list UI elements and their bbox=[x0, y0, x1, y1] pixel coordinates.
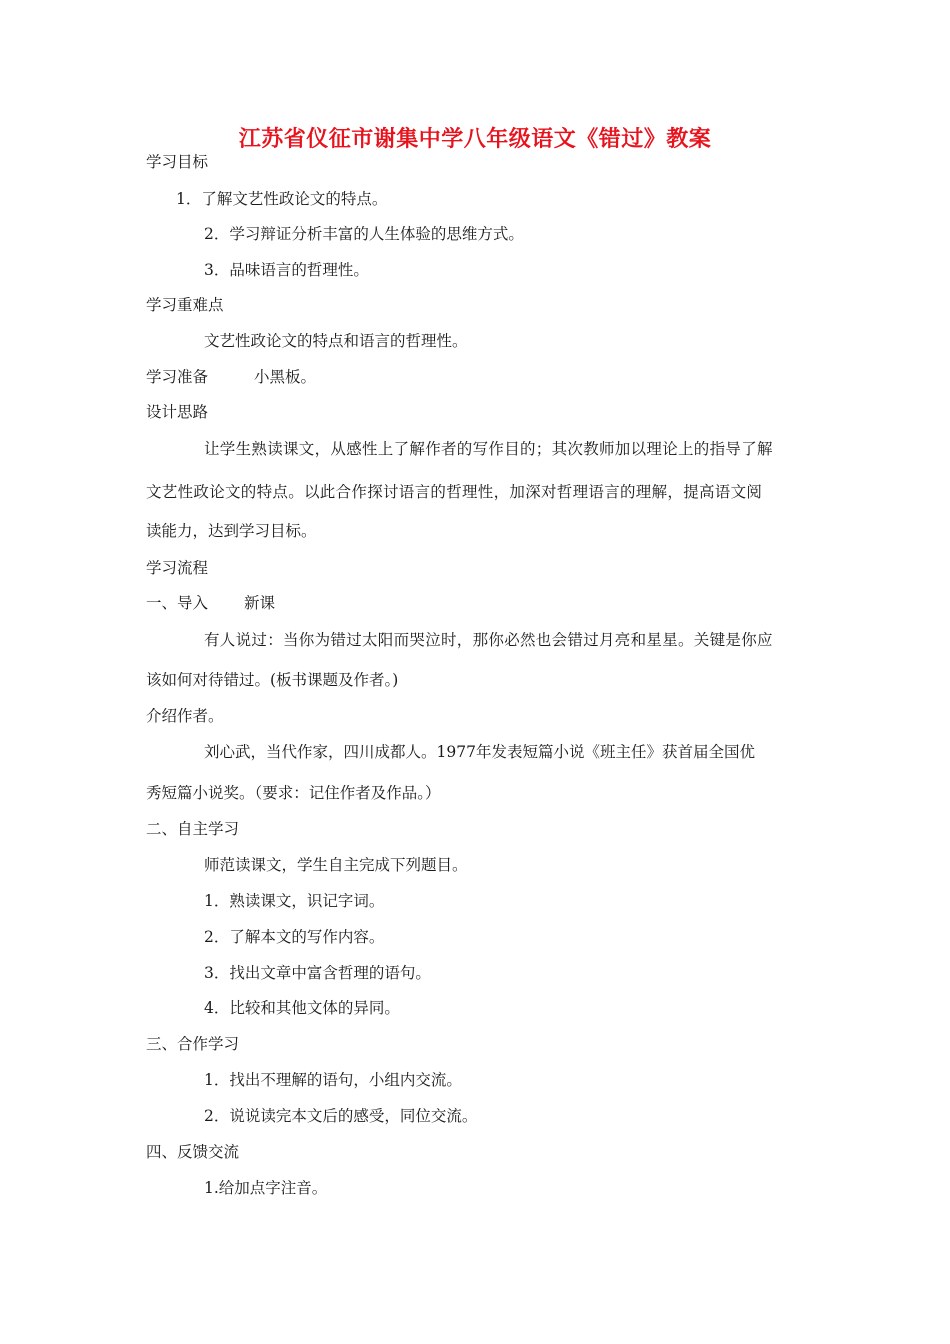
section-1-heading-tail: 新课 bbox=[244, 594, 276, 612]
prep-heading: 学习准备 bbox=[146, 368, 209, 386]
section-3-item-1: 1．找出不理解的语句，小组内交流。 bbox=[204, 1071, 462, 1089]
document-title: 江苏省仪征市谢集中学八年级语文《错过》教案 bbox=[238, 126, 712, 152]
key-text: 文艺性政论文的特点和语言的哲理性。 bbox=[204, 332, 468, 350]
section-4-heading: 四、反馈交流 bbox=[146, 1143, 240, 1161]
section-2-item-1: 1．熟读课文，识记字词。 bbox=[204, 892, 385, 910]
section-4-item-1: 1.给加点字注音。 bbox=[204, 1179, 328, 1197]
section-2-heading: 二、自主学习 bbox=[146, 820, 240, 838]
flow-heading: 学习流程 bbox=[146, 559, 209, 577]
section-2-intro: 师范读课文，学生自主完成下列题目。 bbox=[204, 856, 468, 874]
goals-heading: 学习目标 bbox=[146, 153, 209, 171]
goal-item-2: 2．学习辩证分析丰富的人生体验的思维方式。 bbox=[204, 225, 524, 243]
author-heading: 介绍作者。 bbox=[146, 707, 224, 725]
section-1-line-1: 有人说过：当你为错过太阳而哭泣时，那你必然也会错过月亮和星星。关键是你应 bbox=[204, 631, 773, 649]
design-heading: 设计思路 bbox=[146, 403, 209, 421]
section-2-item-4: 4．比较和其他文体的异同。 bbox=[204, 999, 400, 1017]
section-2-item-2: 2．了解本文的写作内容。 bbox=[204, 928, 385, 946]
prep-text: 小黑板。 bbox=[254, 368, 317, 386]
author-line-2: 秀短篇小说奖。（要求：记住作者及作品。） bbox=[146, 784, 441, 802]
goal-item-1: 1．了解文艺性政论文的特点。 bbox=[176, 190, 388, 208]
section-1-heading: 一、导入 bbox=[146, 594, 209, 612]
section-3-heading: 三、合作学习 bbox=[146, 1035, 240, 1053]
section-1-line-2: 该如何对待错过。(板书课题及作者。) bbox=[146, 671, 399, 689]
section-3-item-2: 2．说说读完本文后的感受，同位交流。 bbox=[204, 1107, 478, 1125]
section-1-heading-row bbox=[146, 593, 275, 613]
prep-row bbox=[146, 367, 316, 387]
key-heading: 学习重难点 bbox=[146, 296, 224, 314]
goal-item-3: 3．品味语言的哲理性。 bbox=[204, 261, 369, 279]
design-line-1: 让学生熟读课文，从感性上了解作者的写作目的；其次教师加以理论上的指导了解 bbox=[204, 440, 773, 458]
design-line-3: 读能力，达到学习目标。 bbox=[146, 522, 317, 540]
design-line-2: 文艺性政论文的特点。以此合作探讨语言的哲理性，加深对哲理语言的理解，提高语文阅 bbox=[146, 483, 763, 501]
section-2-item-3: 3．找出文章中富含哲理的语句。 bbox=[204, 964, 431, 982]
author-line-1: 刘心武，当代作家，四川成都人。1977年发表短篇小说《班主任》获首届全国优 bbox=[204, 743, 755, 761]
